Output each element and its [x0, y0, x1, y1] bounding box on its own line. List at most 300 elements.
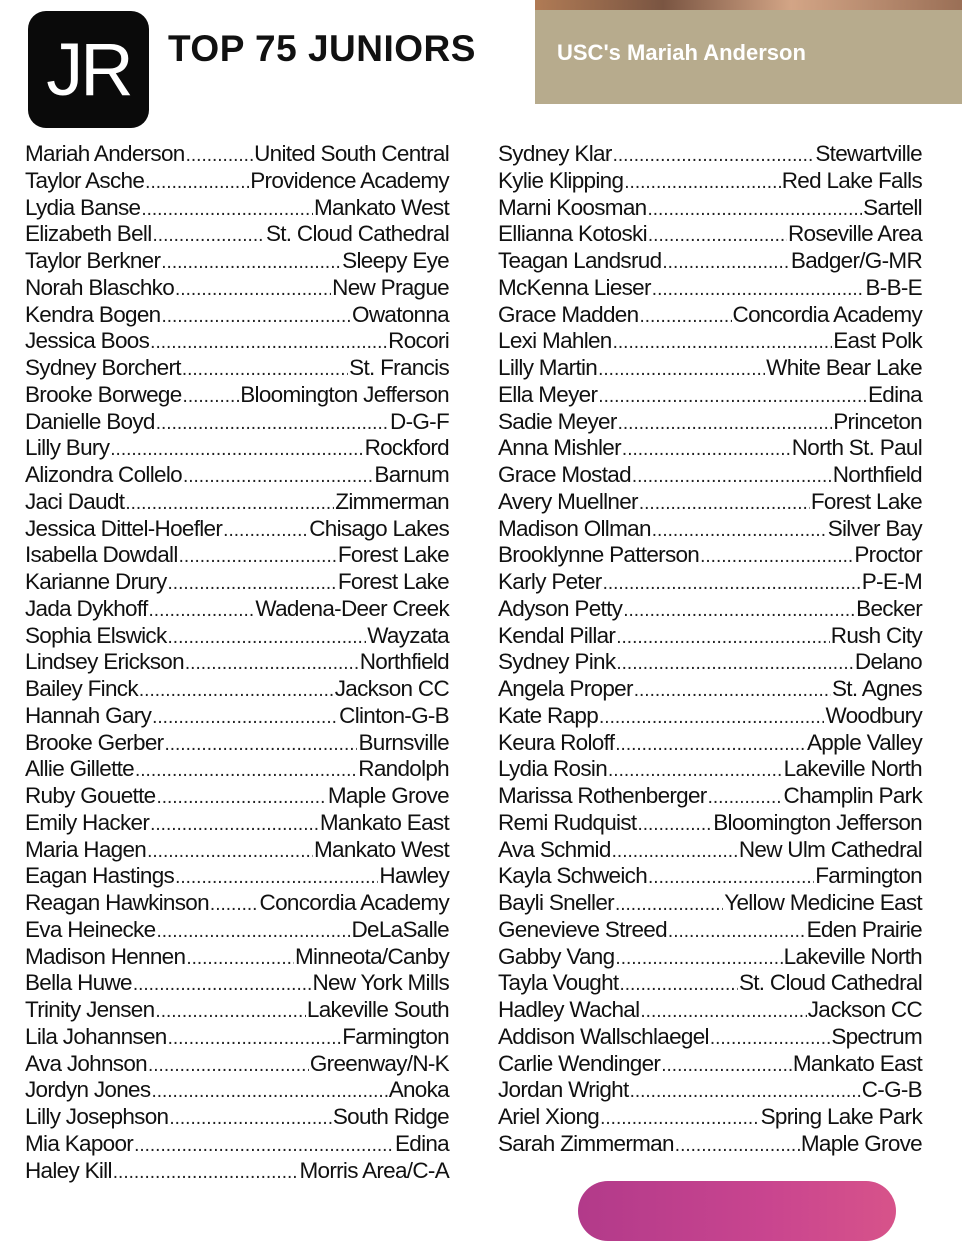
list-item: [25, 1051, 449, 1078]
dot-leader: [156, 783, 326, 812]
player-name: Lila Johannsen: [25, 1023, 167, 1049]
list-item: [498, 328, 922, 355]
dot-leader: [133, 970, 312, 999]
player-name: Genevieve Streed: [498, 916, 667, 942]
list-item: [25, 462, 449, 489]
page-title: TOP 75 JUNIORS: [168, 28, 476, 69]
player-name: Bella Huwe: [25, 970, 132, 996]
player-name: Taylor Berkner: [25, 248, 161, 273]
dot-leader: [615, 944, 782, 973]
school-name: Bloomington Jefferson: [713, 809, 922, 835]
list-item: [25, 810, 449, 837]
list-item: [25, 328, 449, 355]
dot-leader: [168, 1024, 342, 1053]
photo-caption: USC's Mariah Anderson: [557, 40, 806, 65]
list-item: [498, 756, 922, 783]
player-name: Brooke Gerber: [25, 729, 164, 755]
dot-leader: [125, 489, 334, 518]
list-item: [25, 435, 449, 462]
list-item: [25, 623, 449, 650]
player-name: Danielle Boyd: [25, 408, 155, 434]
list-item: [498, 1051, 922, 1078]
list-item: [25, 382, 449, 409]
school-name: Zimmerman: [335, 488, 449, 514]
dot-leader: [668, 917, 806, 946]
player-name: Brooke Borwege: [25, 381, 182, 407]
dot-leader: [156, 409, 389, 438]
player-name: Bayli Sneller: [498, 890, 614, 915]
school-name: Wadena-Deer Creek: [255, 595, 449, 621]
school-name: Concordia Academy: [259, 890, 449, 915]
list-item: [25, 863, 449, 890]
school-name: Edina: [867, 381, 922, 407]
list-item: [25, 997, 449, 1024]
dot-leader: [155, 997, 305, 1026]
school-name: Proctor: [854, 542, 922, 568]
player-name: Bailey Finck: [25, 676, 138, 701]
list-item: [498, 248, 922, 275]
school-name: United South Central: [254, 141, 449, 166]
player-name: Madison Ollman: [498, 515, 651, 541]
dot-leader: [135, 756, 357, 785]
player-name: Mariah Anderson: [25, 141, 185, 166]
list-item: [498, 863, 922, 890]
list-item: [25, 703, 449, 730]
list-item: [498, 409, 922, 436]
player-name: Addison Wallschlaegel: [498, 1023, 709, 1049]
dot-leader: [708, 783, 783, 812]
dot-leader: [675, 1131, 800, 1160]
player-name: Sadie Meyer: [498, 408, 617, 434]
list-item: [498, 221, 922, 248]
school-name: Burnsville: [358, 729, 449, 755]
school-name: D-G-F: [390, 408, 449, 434]
school-name: St. Francis: [349, 355, 449, 380]
player-name: Jada Dykhoff: [25, 595, 148, 621]
player-name: Karly Peter: [498, 569, 602, 594]
list-item: [25, 1131, 449, 1158]
list-item: [498, 917, 922, 944]
school-name: Morris Area/C-A: [299, 1157, 449, 1183]
dot-leader: [141, 195, 313, 224]
list-item: [25, 649, 449, 676]
player-name: Jaci Daudt: [25, 488, 125, 514]
school-name: B-B-E: [865, 274, 922, 300]
player-name: Grace Madden: [498, 301, 639, 327]
school-name: Bloomington Jefferson: [240, 381, 449, 407]
player-name: Jessica Boos: [25, 328, 150, 354]
list-item: [498, 997, 922, 1024]
player-name: Ava Johnson: [25, 1050, 147, 1076]
list-item: [25, 730, 449, 757]
school-name: St. Cloud Cathedral: [265, 221, 449, 247]
dot-leader: [661, 1051, 792, 1080]
list-item: [498, 382, 922, 409]
school-name: Maple Grove: [327, 783, 449, 808]
list-item: [498, 435, 922, 462]
list-item: [25, 1024, 449, 1051]
school-name: Rockford: [364, 435, 449, 461]
dot-leader: [168, 569, 337, 598]
player-name: Gabby Vang: [498, 943, 615, 969]
player-name: Jordyn Jones: [25, 1077, 151, 1103]
dot-leader: [652, 516, 827, 545]
dot-leader: [186, 141, 254, 170]
school-name: Woodbury: [825, 702, 922, 728]
school-name: Becker: [856, 595, 922, 621]
school-name: Forest Lake: [810, 488, 922, 514]
school-name: Hawley: [379, 863, 449, 889]
school-name: Stewartville: [815, 141, 922, 166]
dot-leader: [598, 382, 867, 411]
player-name: Kayla Schweich: [498, 863, 648, 889]
player-name: Maria Hagen: [25, 836, 147, 862]
player-name: Ellianna Kotoski: [498, 221, 647, 247]
school-name: Rush City: [830, 622, 922, 648]
list-item: [498, 275, 922, 302]
player-name: Sydney Borchert: [25, 355, 181, 380]
dot-leader: [168, 623, 367, 652]
player-name: Brooklynne Patterson: [498, 542, 700, 568]
dot-leader: [598, 355, 765, 384]
dot-leader: [150, 328, 387, 357]
list-item: [498, 970, 922, 997]
list-item: [25, 248, 449, 275]
school-name: St. Agnes: [831, 676, 922, 701]
school-name: Farmington: [815, 863, 922, 889]
list-item: [498, 676, 922, 703]
player-name: Avery Muellner: [498, 488, 638, 514]
school-name: Concordia Academy: [732, 301, 922, 327]
list-item: [498, 1131, 922, 1158]
player-name: Sydney Pink: [498, 649, 616, 675]
dot-leader: [648, 221, 787, 250]
dot-leader: [613, 141, 815, 170]
dot-leader: [616, 623, 830, 652]
list-item: [498, 141, 922, 168]
dot-leader: [169, 1104, 332, 1133]
player-name: Lilly Josephson: [25, 1104, 169, 1129]
list-item: [498, 783, 922, 810]
dot-leader: [624, 168, 780, 197]
player-name: Ruby Gouette: [25, 783, 156, 808]
list-item: [25, 516, 449, 543]
list-item: [25, 275, 449, 302]
dot-leader: [147, 837, 313, 866]
school-name: P-E-M: [861, 569, 922, 594]
school-name: St. Cloud Cathedral: [738, 970, 922, 996]
dot-leader: [615, 730, 806, 759]
list-item: [25, 195, 449, 222]
player-name: Ava Schmid: [498, 836, 611, 862]
list-item: [25, 409, 449, 436]
school-name: White Bear Lake: [766, 355, 922, 380]
player-name: Mia Kapoor: [25, 1130, 134, 1156]
roster-column-left: [25, 141, 449, 1184]
player-name: McKenna Lieser: [498, 274, 651, 300]
school-name: Mankato West: [314, 194, 449, 220]
list-item: [498, 1077, 922, 1104]
player-name: Kendal Pillar: [498, 622, 616, 648]
player-name: Tayla Vought: [498, 970, 619, 996]
player-name: Grace Mostad: [498, 462, 631, 487]
school-name: Spring Lake Park: [760, 1104, 922, 1129]
dot-leader: [600, 1104, 759, 1133]
dot-leader: [186, 944, 294, 973]
school-name: Clinton-G-B: [339, 702, 449, 728]
dot-leader: [175, 863, 378, 892]
dot-leader: [613, 328, 833, 357]
school-name: Champlin Park: [783, 783, 922, 808]
dot-leader: [185, 649, 359, 678]
school-name: Sartell: [863, 194, 922, 220]
school-name: Wayzata: [367, 622, 449, 648]
player-name: Lexi Mahlen: [498, 328, 612, 354]
list-item: [498, 649, 922, 676]
list-item: [25, 489, 449, 516]
list-item: [498, 462, 922, 489]
list-item: [498, 516, 922, 543]
list-item: [498, 890, 922, 917]
dot-leader: [612, 837, 738, 866]
list-item: [25, 756, 449, 783]
player-name: Sarah Zimmerman: [498, 1130, 674, 1156]
player-name: Kendra Bogen: [25, 301, 161, 327]
player-name: Marissa Rothenberger: [498, 783, 707, 808]
list-item: [498, 703, 922, 730]
dot-leader: [639, 489, 810, 518]
dot-leader: [152, 703, 338, 732]
list-item: [498, 1024, 922, 1051]
list-item: [25, 596, 449, 623]
school-name: New York Mills: [312, 970, 449, 996]
school-name: Jackson CC: [334, 676, 449, 701]
player-name: Madison Hennen: [25, 943, 186, 969]
list-item: [25, 221, 449, 248]
school-name: Northfield: [832, 462, 922, 487]
player-name: Keura Roloff: [498, 729, 615, 755]
dot-leader: [175, 275, 331, 304]
dot-leader: [149, 596, 255, 625]
list-item: [25, 970, 449, 997]
dot-leader: [632, 462, 832, 491]
school-name: Lakeville North: [783, 756, 922, 782]
dot-leader: [151, 1077, 387, 1106]
school-name: Forest Lake: [337, 542, 449, 568]
player-name: Jordan Wright: [498, 1077, 629, 1103]
list-item: [498, 168, 922, 195]
list-item: [25, 1158, 449, 1185]
dot-leader: [150, 810, 319, 839]
list-item: [25, 542, 449, 569]
school-name: Edina: [394, 1130, 449, 1156]
school-name: East Polk: [833, 328, 922, 354]
player-name: Kylie Klipping: [498, 167, 624, 193]
dot-leader: [110, 435, 363, 464]
dot-leader: [599, 703, 824, 732]
school-name: Anoka: [388, 1077, 449, 1103]
list-item: [25, 355, 449, 382]
school-name: Delano: [854, 649, 922, 675]
dot-leader: [634, 676, 831, 705]
school-name: Lakeville South: [306, 997, 449, 1022]
school-name: Roseville Area: [787, 221, 922, 247]
dot-leader: [608, 756, 783, 785]
roster-column-right: [498, 141, 922, 1158]
list-item: [25, 141, 449, 168]
player-name: Karianne Drury: [25, 569, 167, 594]
player-name: Ella Meyer: [498, 381, 598, 407]
list-item: [498, 489, 922, 516]
school-name: Princeton: [833, 408, 922, 434]
dot-leader: [156, 917, 350, 946]
school-name: Spectrum: [831, 1023, 922, 1049]
photo-strip-image: [535, 0, 962, 10]
dot-leader: [616, 649, 854, 678]
dot-leader: [183, 382, 240, 411]
dot-leader: [164, 730, 357, 759]
school-name: Owatonna: [352, 301, 449, 327]
dot-leader: [700, 542, 853, 571]
list-item: [25, 917, 449, 944]
school-name: Randolph: [358, 756, 449, 782]
logo-text: JR: [46, 28, 131, 111]
list-item: [25, 783, 449, 810]
list-item: [25, 1104, 449, 1131]
list-item: [25, 302, 449, 329]
dot-leader: [223, 516, 308, 545]
player-name: Hadley Wachal: [498, 997, 640, 1022]
list-item: [25, 944, 449, 971]
list-item: [498, 623, 922, 650]
dot-leader: [623, 596, 855, 625]
school-name: North St. Paul: [791, 435, 922, 461]
list-item: [25, 1077, 449, 1104]
school-name: Greenway/N-K: [309, 1050, 449, 1076]
dot-leader: [182, 355, 348, 384]
list-item: [498, 302, 922, 329]
dot-leader: [603, 569, 861, 598]
school-name: New Prague: [332, 274, 449, 300]
school-name: Rocori: [388, 328, 449, 354]
player-name: Trinity Jensen: [25, 997, 155, 1022]
player-name: Alizondra Collelo: [25, 462, 182, 487]
school-name: Badger/G-MR: [790, 248, 922, 273]
dot-leader: [648, 863, 814, 892]
player-name: Kate Rapp: [498, 702, 599, 728]
player-name: Lindsey Erickson: [25, 649, 184, 675]
player-name: Emily Hacker: [25, 809, 150, 835]
school-name: Farmington: [342, 1023, 449, 1049]
school-name: Apple Valley: [806, 729, 922, 755]
dot-leader: [161, 248, 341, 277]
dot-leader: [640, 997, 806, 1026]
list-item: [498, 195, 922, 222]
dot-leader: [210, 890, 259, 919]
school-name: Lakeville North: [783, 943, 922, 969]
list-item: [498, 730, 922, 757]
dot-leader: [639, 302, 731, 331]
dot-leader: [647, 195, 862, 224]
dot-leader: [615, 890, 723, 919]
school-name: Sleepy Eye: [342, 248, 449, 273]
school-name: C-G-B: [861, 1077, 922, 1103]
player-name: Taylor Asche: [25, 167, 145, 193]
school-name: DeLaSalle: [351, 916, 449, 942]
list-item: [498, 837, 922, 864]
school-name: Minneota/Canby: [294, 943, 449, 969]
dot-leader: [710, 1024, 830, 1053]
school-name: New Ulm Cathedral: [738, 836, 922, 862]
school-name: Yellow Medicine East: [724, 890, 922, 915]
player-name: Anna Mishler: [498, 435, 621, 461]
list-item: [498, 542, 922, 569]
photo-caption-box: [535, 10, 962, 104]
school-name: Chisago Lakes: [309, 515, 449, 541]
school-name: South Ridge: [332, 1104, 449, 1129]
player-name: Eagan Hastings: [25, 863, 175, 889]
player-name: Elizabeth Bell: [25, 221, 152, 247]
dot-leader: [619, 970, 737, 999]
player-name: Allie Gillette: [25, 756, 134, 782]
player-name: Lilly Martin: [498, 355, 598, 380]
dot-leader: [134, 1131, 394, 1160]
list-item: [25, 837, 449, 864]
dot-leader: [148, 1051, 309, 1080]
dot-leader: [113, 1158, 299, 1187]
player-name: Marni Koosman: [498, 194, 647, 220]
school-name: Red Lake Falls: [781, 167, 922, 193]
dot-leader: [662, 248, 790, 277]
dot-leader: [637, 810, 712, 839]
school-name: Barnum: [374, 462, 449, 487]
player-name: Sophia Elswick: [25, 622, 167, 648]
dot-leader: [183, 462, 373, 491]
school-name: Silver Bay: [827, 515, 922, 541]
dot-leader: [622, 435, 791, 464]
list-item: [498, 596, 922, 623]
dot-leader: [161, 302, 351, 331]
school-name: Northfield: [359, 649, 449, 675]
jr-logo-badge: [28, 11, 149, 128]
player-name: Jessica Dittel-Hoefler: [25, 515, 223, 541]
player-name: Adyson Petty: [498, 595, 623, 621]
player-name: Eva Heinecke: [25, 916, 156, 942]
list-item: [25, 676, 449, 703]
decorative-pill-banner: [578, 1181, 896, 1241]
player-name: Isabella Dowdall: [25, 542, 178, 568]
school-name: Mankato West: [314, 836, 449, 862]
school-name: Eden Prairie: [806, 916, 922, 942]
player-name: Lilly Bury: [25, 435, 110, 461]
dot-leader: [630, 1077, 861, 1106]
list-item: [498, 1104, 922, 1131]
player-name: Haley Kill: [25, 1157, 112, 1183]
player-name: Reagan Hawkinson: [25, 890, 209, 915]
dot-leader: [139, 676, 334, 705]
school-name: Providence Academy: [250, 167, 449, 193]
school-name: Mankato East: [319, 809, 449, 835]
school-name: Maple Grove: [800, 1130, 922, 1156]
player-name: Teagan Landsrud: [498, 248, 662, 273]
school-name: Mankato East: [792, 1050, 922, 1076]
player-name: Angela Proper: [498, 676, 633, 701]
player-name: Lydia Banse: [25, 194, 141, 220]
list-item: [25, 890, 449, 917]
player-name: Carlie Wendinger: [498, 1050, 661, 1076]
list-item: [498, 810, 922, 837]
player-name: Sydney Klar: [498, 141, 612, 166]
